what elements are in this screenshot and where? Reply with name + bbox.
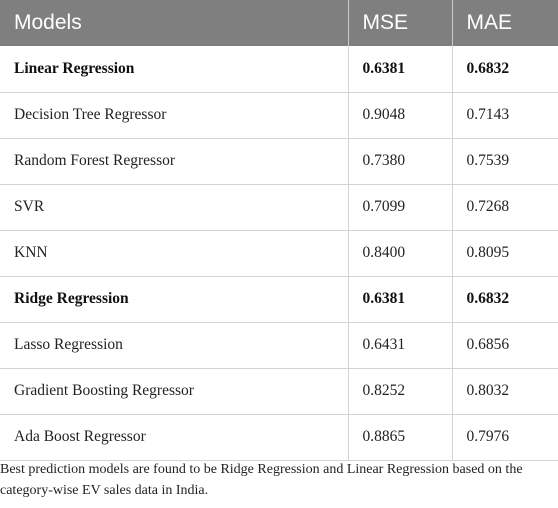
cell-mae: 0.6832	[452, 276, 558, 322]
table-row	[0, 230, 558, 276]
cell-model: Lasso Regression	[0, 322, 348, 368]
cell-mae: 0.7539	[452, 138, 558, 184]
cell-mse: 0.8252	[348, 368, 452, 414]
header-mse: MSE	[348, 0, 452, 46]
table-row	[0, 46, 558, 92]
header-models: Models	[0, 0, 348, 46]
cell-model: Decision Tree Regressor	[0, 92, 348, 138]
cell-mae: 0.7976	[452, 414, 558, 460]
cell-model: Gradient Boosting Regressor	[0, 368, 348, 414]
table-row	[0, 138, 558, 184]
cell-model: Ada Boost Regressor	[0, 414, 348, 460]
table-body	[0, 46, 558, 460]
table-row	[0, 322, 558, 368]
header-row	[0, 0, 558, 46]
table-row	[0, 92, 558, 138]
cell-mse: 0.6381	[348, 276, 452, 322]
cell-mae: 0.6832	[452, 46, 558, 92]
header-mae: MAE	[452, 0, 558, 46]
cell-mae: 0.8095	[452, 230, 558, 276]
cell-mse: 0.8400	[348, 230, 452, 276]
table-row	[0, 184, 558, 230]
cell-mae: 0.7143	[452, 92, 558, 138]
cell-model: KNN	[0, 230, 348, 276]
cell-mse: 0.6431	[348, 322, 452, 368]
table-row	[0, 276, 558, 322]
cell-mae: 0.8032	[452, 368, 558, 414]
table-row	[0, 368, 558, 414]
cell-model: SVR	[0, 184, 348, 230]
cell-mse: 0.7099	[348, 184, 452, 230]
cell-model: Ridge Regression	[0, 276, 348, 322]
table-footnote: Best prediction models are found to be Ridge Regression and Linear Regression based on the category-wise EV sales data in India.	[0, 462, 523, 498]
cell-mse: 0.8865	[348, 414, 452, 460]
cell-mse: 0.6381	[348, 46, 452, 92]
table-header	[0, 0, 558, 46]
cell-mae: 0.6856	[452, 322, 558, 368]
table-row	[0, 414, 558, 460]
cell-mse: 0.9048	[348, 92, 452, 138]
cell-mae: 0.7268	[452, 184, 558, 230]
cell-model: Random Forest Regressor	[0, 138, 348, 184]
cell-mse: 0.7380	[348, 138, 452, 184]
cell-model: Linear Regression	[0, 46, 348, 92]
